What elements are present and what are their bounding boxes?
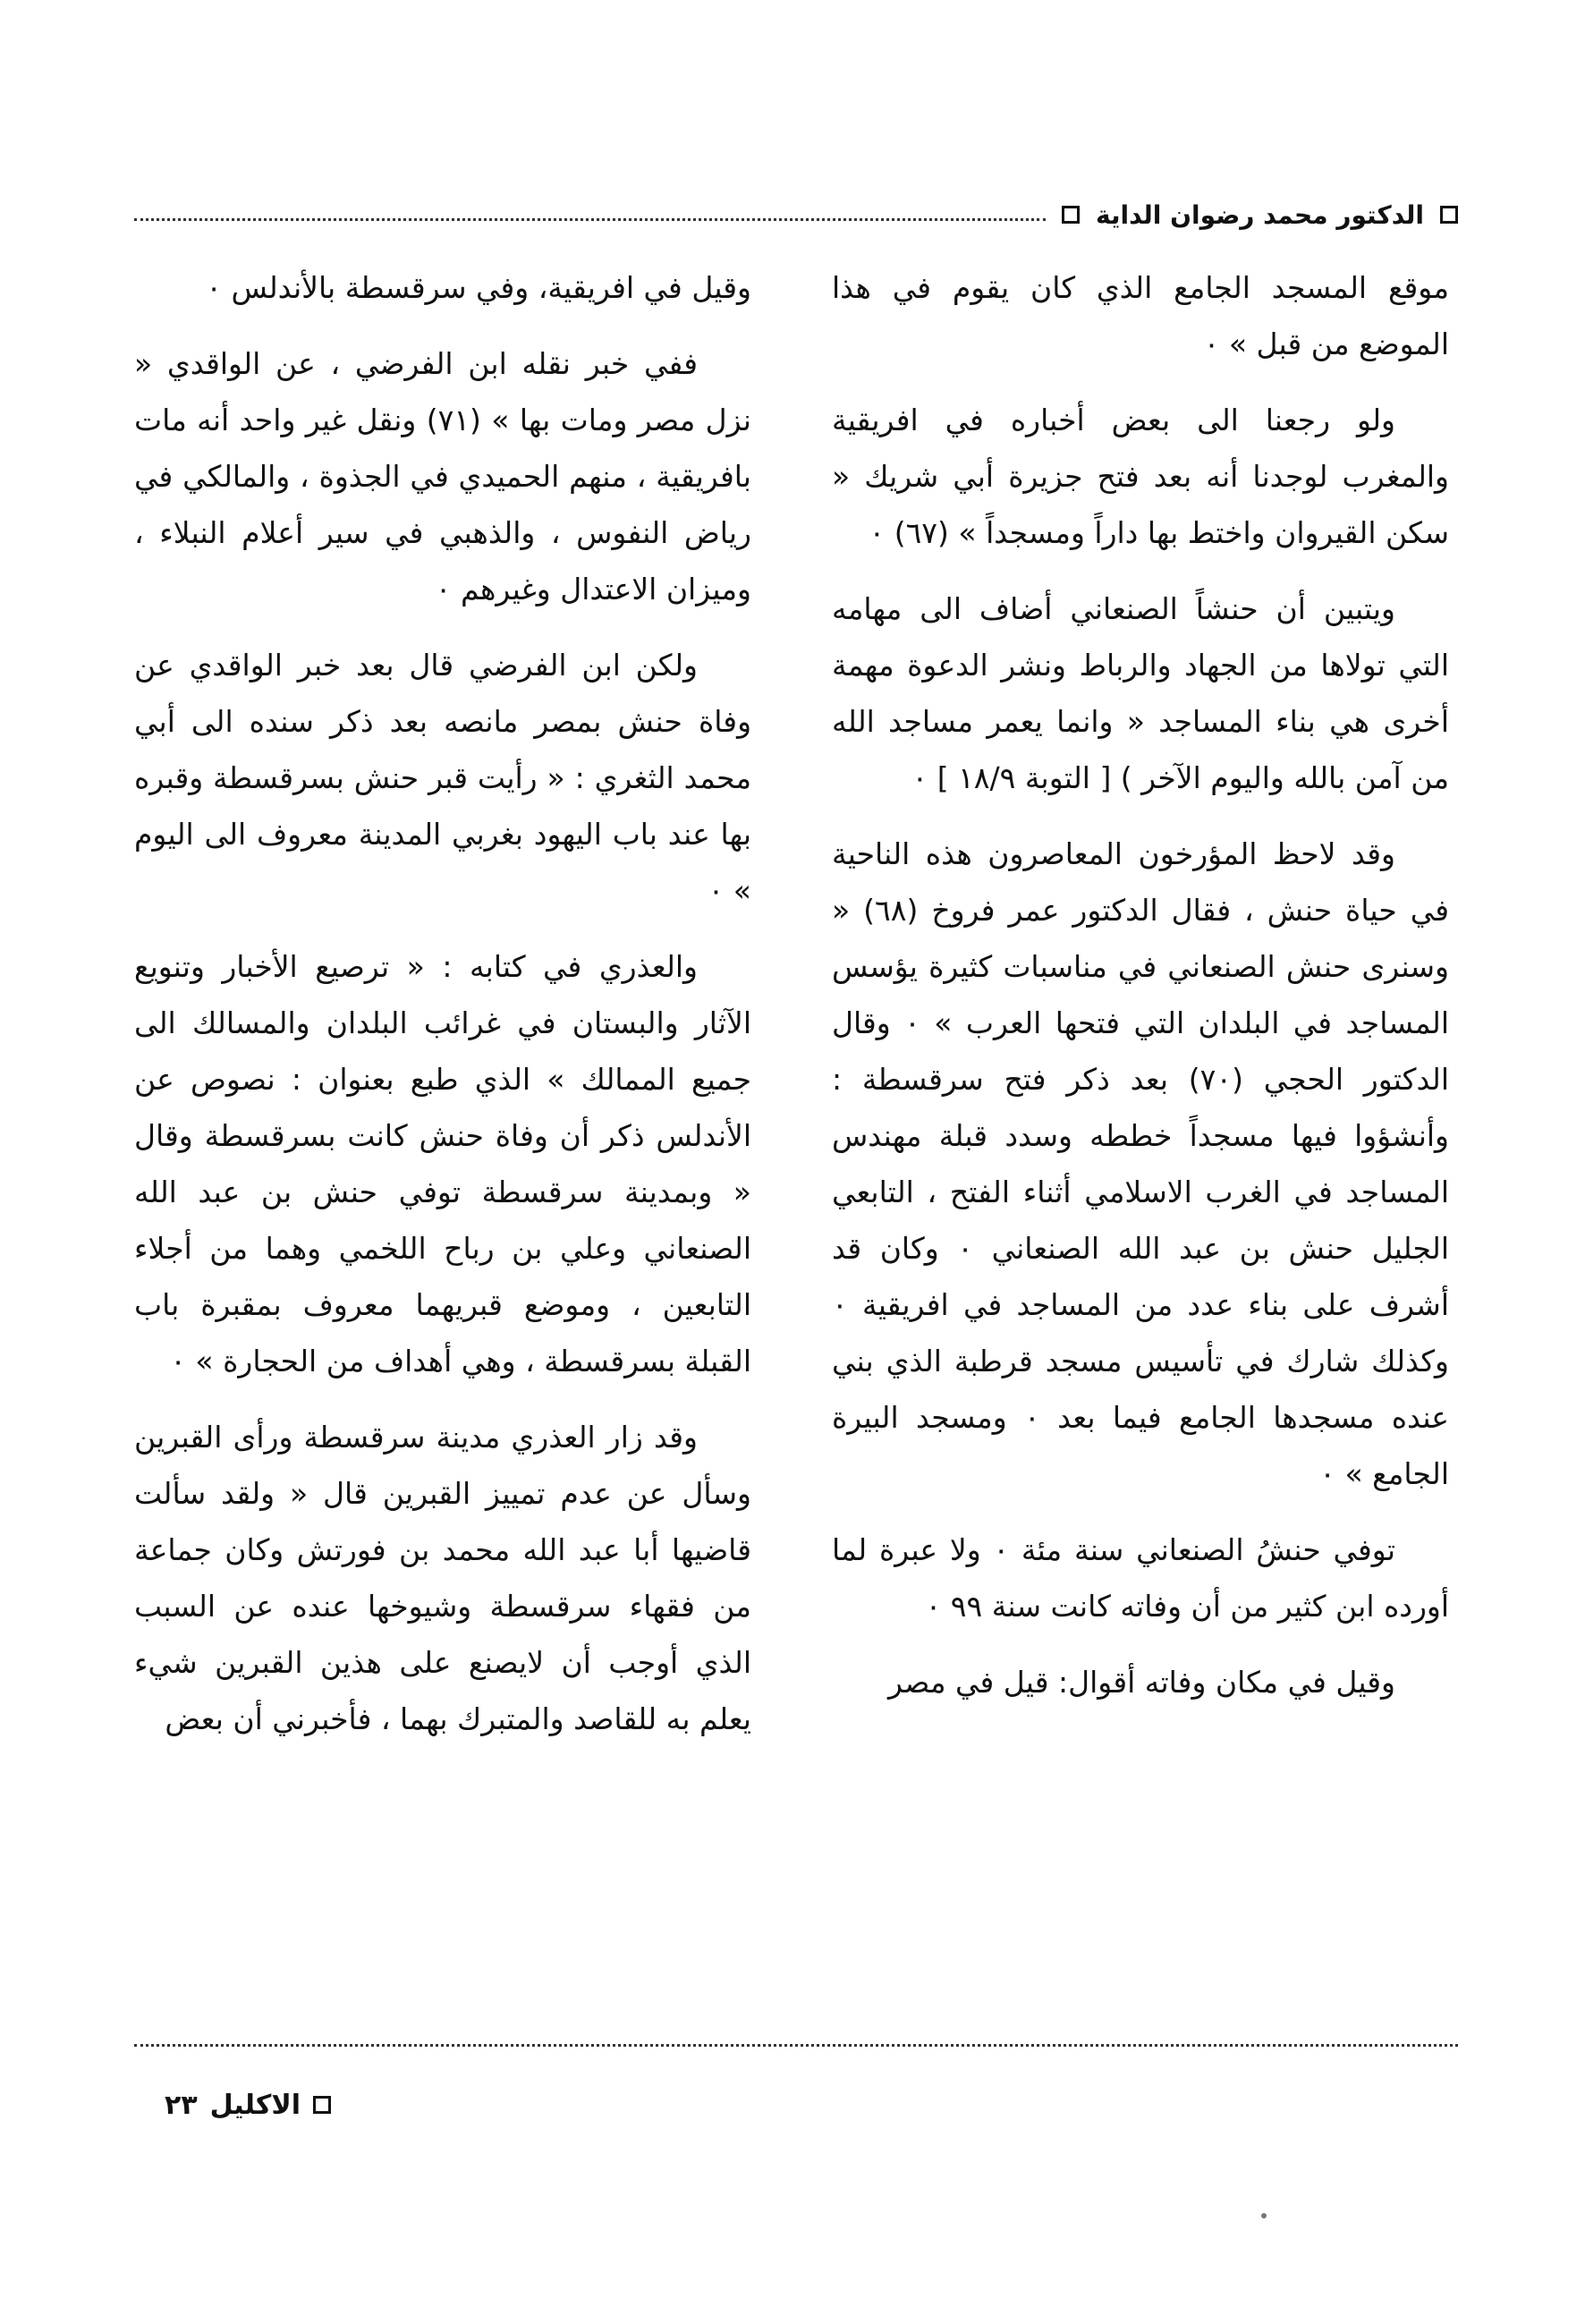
paragraph: ولكن ابن الفرضي قال بعد خبر الواقدي عن وفاة حنش بمصر مانصه بعد ذكر سنده الى أبي محمد الثغري : « رأيت قبر حنش بسرقسطة وقبره بها عند باب اليهود بغربي المدينة معروف الى اليوم » ٠: [134, 648, 751, 908]
square-bullet-icon: [313, 2096, 331, 2114]
author-header: الدكتور محمد رضوان الداية: [1096, 199, 1424, 230]
page-footer: [134, 2082, 331, 2127]
left-column: [134, 259, 751, 2013]
paragraph: ففي خبر نقله ابن الفرضي ، عن الواقدي « نزل مصر ومات بها » (٧١) ونقل غير واحد أنه مات بافريقية ، منهم الحميدي في الجذوة ، والمالكي في رياض النفوس ، والذهبي في سير أعلام النبلاء ، وميزان الاعتدال وغيرهم ٠: [134, 346, 751, 606]
square-bullet-icon: [1062, 206, 1080, 224]
page-number: ٢٣: [165, 2089, 198, 2121]
paragraph: ويتبين أن حنشاً الصنعاني أضاف الى مهامه التي تولاها من الجهاد والرباط ونشر الدعوة مهمة أخرى هي بناء المساجد « وانما يعمر مساجد الله من آمن بالله واليوم الآخر ) [ التوبة ١٨/٩ ] ٠: [832, 591, 1449, 795]
header-dotted-rule: [134, 218, 1046, 221]
journal-name: الاكليل: [209, 2089, 301, 2121]
scan-speck: [1261, 2213, 1267, 2218]
paragraph: توفي حنشُ الصنعاني سنة مئة ٠ ولا عبرة لما أورده ابن كثير من أن وفاته كانت سنة ٩٩ ٠: [832, 1532, 1449, 1624]
paragraph: والعذري في كتابه : « ترصيع الأخبار وتنويع الآثار والبستان في غرائب البلدان والمسالك الى جميع الممالك » الذي طبع بعنوان : نصوص عن الأندلس ذكر أن وفاة حنش كانت بسرقسطة وقال « وبمدينة سرقسطة توفي حنش بن عبد الله الصنعاني وعلي بن رباح اللخمي وهما من أجلاء التابعين ، وموضع قبريهما معروف بمقبرة باب القبلة بسرقسطة ، وهي أهداف من الحجارة » ٠: [134, 949, 751, 1378]
paragraph: وقيل في افريقية، وفي سرقسطة بالأندلس ٠: [206, 270, 751, 305]
paragraph: وقد زار العذري مدينة سرقسطة ورأى القبرين وسأل عن عدم تمييز القبرين قال « ولقد سألت قاضيها أبا عبد الله محمد بن فورتش وكان جماعة من فقهاء سرقسطة وشيوخها عنده عن السبب الذي أوجب أن لايصنع على هذين القبرين شيء يعلم به للقاصد والمتبرك بهما ، فأخبرني أن بعض: [134, 1420, 751, 1736]
square-bullet-icon: [1440, 206, 1458, 224]
paragraph: ولو رجعنا الى بعض أخباره في افريقية والمغرب لوجدنا أنه بعد فتح جزيرة أبي شريك « سكن القيروان واختط بها داراً ومسجداً » (٦٧) ٠: [832, 403, 1449, 550]
paragraph: وقد لاحظ المؤرخون المعاصرون هذه الناحية في حياة حنش ، فقال الدكتور عمر فروخ (٦٨) « وسنرى حنش الصنعاني في مناسبات كثيرة يؤسس المساجد في البلدان التي فتحها العرب » ٠ وقال الدكتور الحجي (٧٠) بعد ذكر فتح سرقسطة : وأنشؤوا فيها مسجداً خططه وسدد قبلة مهندس المساجد في الغرب الاسلامي أثناء الفتح ، التابعي الجليل حنش بن عبد الله الصنعاني ٠ وكان قد أشرف على بناء عدد من المساجد في افريقية ٠ وكذلك شارك في تأسيس مسجد قرطبة الذي بني عنده مسجدها الجامع فيما بعد ٠ ومسجد البيرة الجامع » ٠: [832, 836, 1449, 1491]
running-header: [134, 188, 1458, 242]
right-column: [832, 259, 1449, 2013]
paragraph: وقيل في مكان وفاته أقوال: قيل في مصر: [888, 1665, 1395, 1700]
paragraph: موقع المسجد الجامع الذي كان يقوم في هذا الموضع من قبل » ٠: [832, 270, 1449, 361]
footer-dotted-rule: [134, 2044, 1458, 2047]
